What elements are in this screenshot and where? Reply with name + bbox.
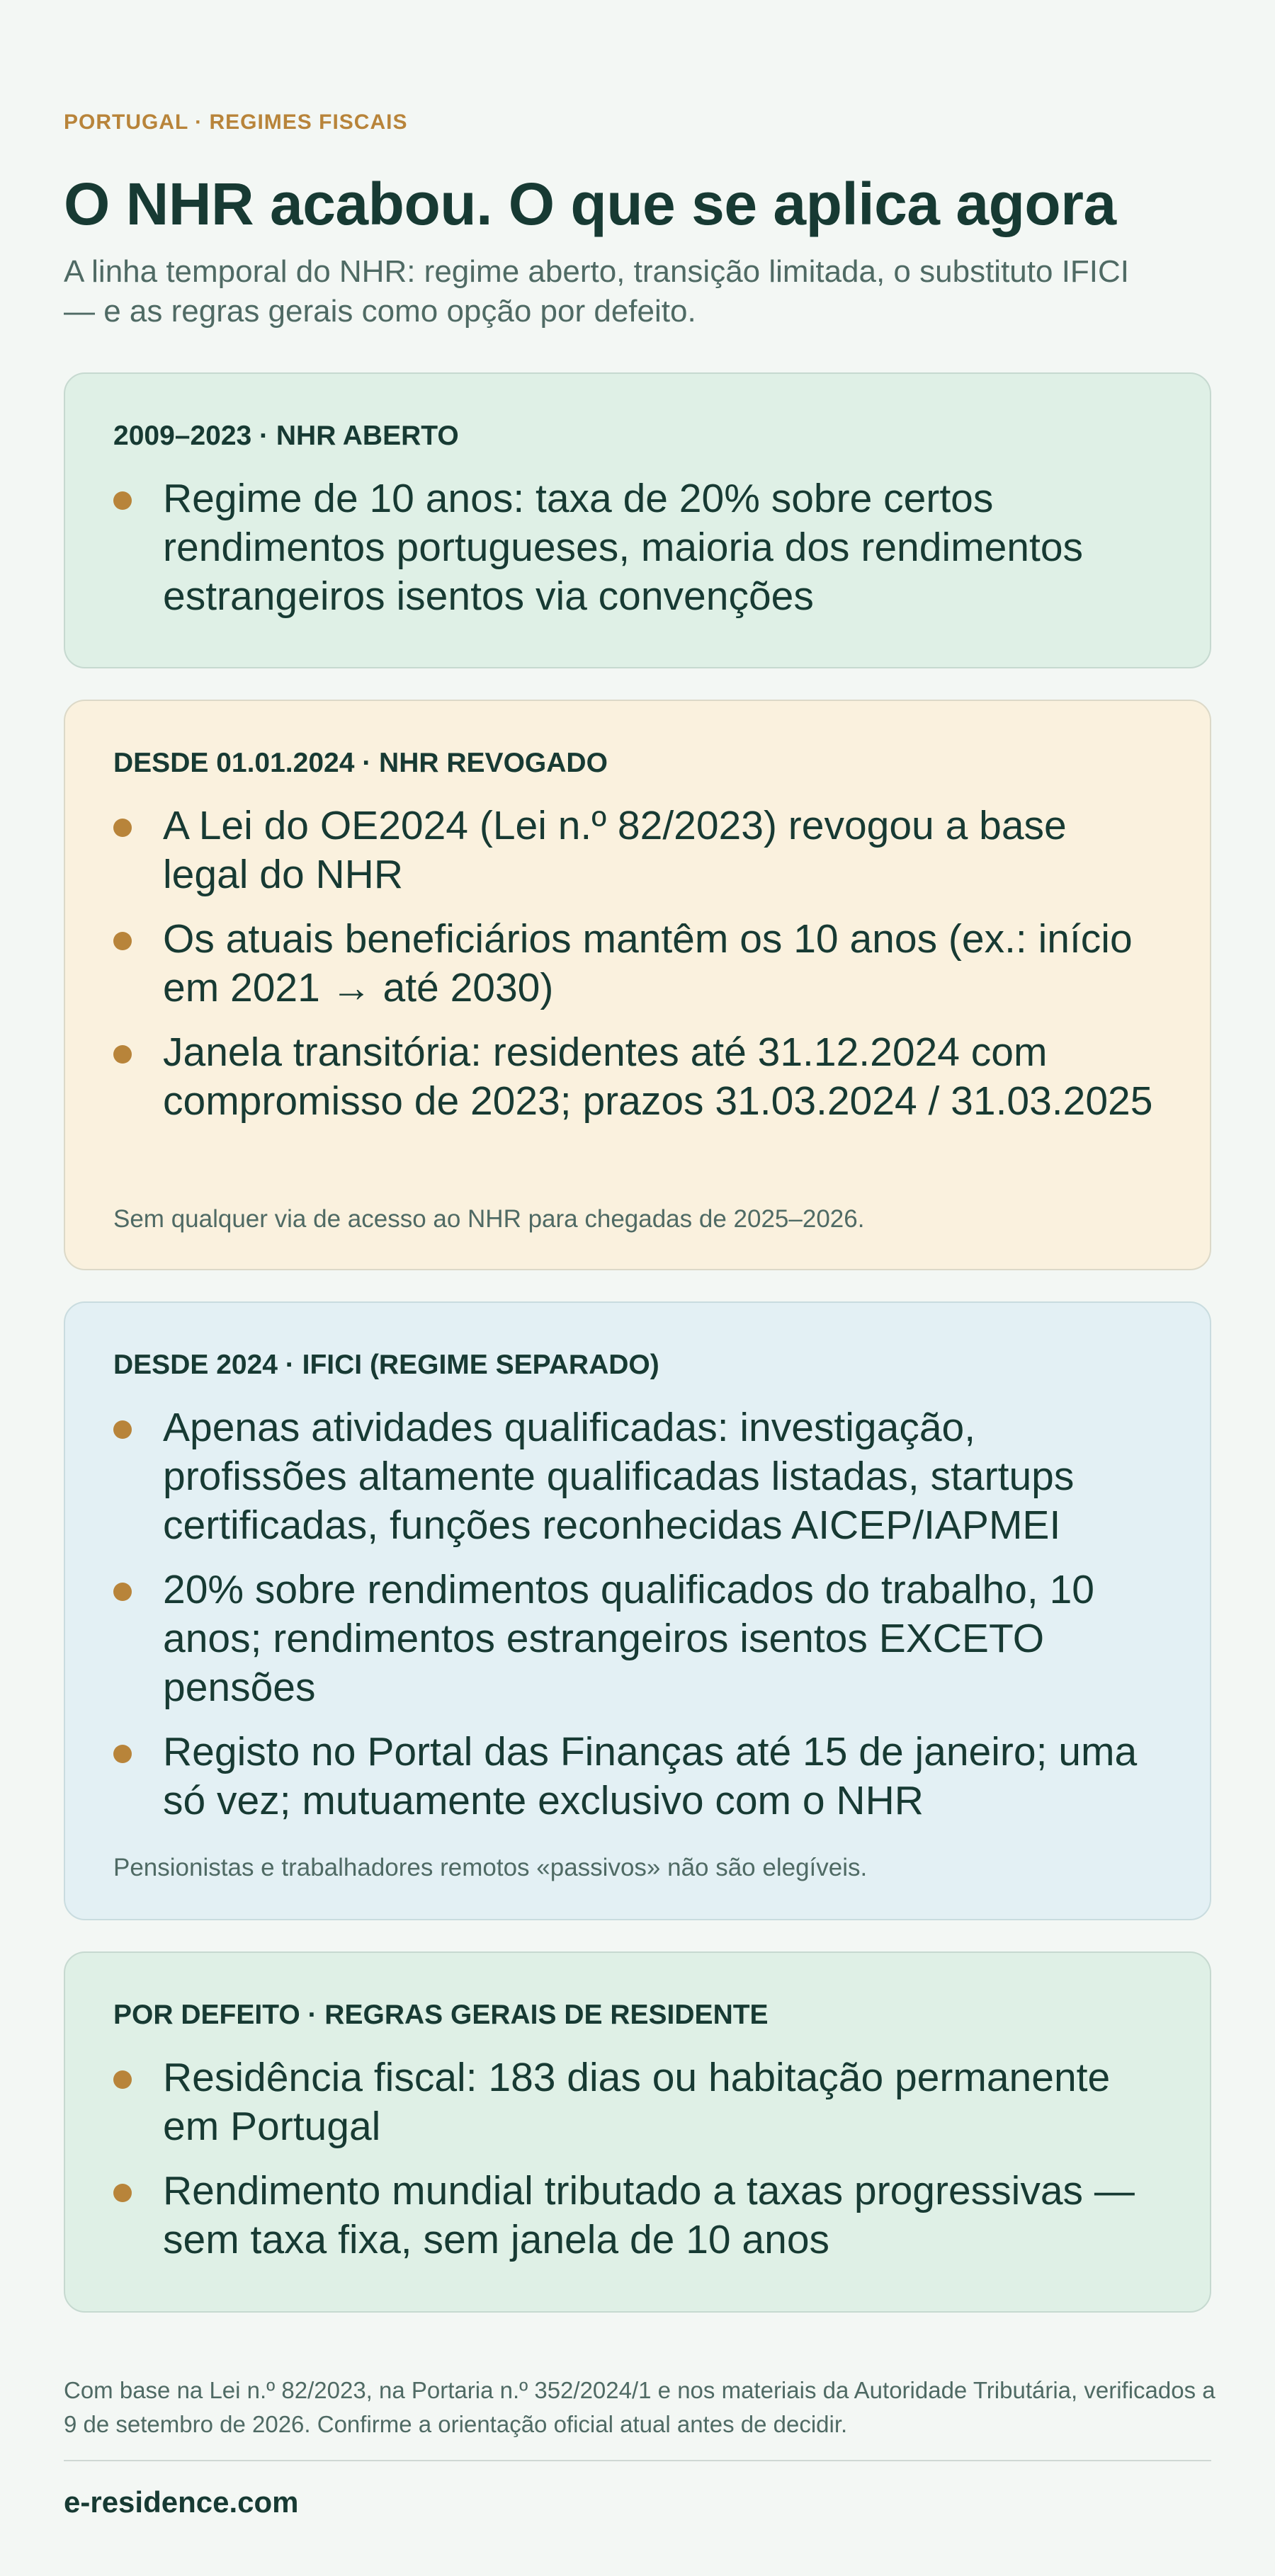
list-item — [113, 1028, 1162, 1126]
card-nhr-open — [64, 372, 1211, 668]
card-heading: DESDE 01.01.2024 · NHR REVOGADO — [113, 748, 608, 778]
card-ifici — [64, 1301, 1211, 1920]
bullet-dot-icon — [113, 1420, 132, 1439]
bullet-dot-icon — [113, 932, 132, 950]
list-item — [113, 1403, 1162, 1550]
card-heading: 2009–2023 · NHR ABERTO — [113, 421, 459, 451]
bullet-text: A Lei do OE2024 (Lei n.º 82/2023) revogou a base legal do NHR — [163, 803, 1067, 897]
bullet-dot-icon — [113, 819, 132, 837]
bullet-list — [113, 1403, 1162, 1841]
page-subtitle: A linha temporal do NHR: regime aberto, transição limitada, o substituto IFICI — e as regras gerais como opção por defeito. — [64, 254, 1130, 329]
bullet-text: Rendimento mundial tributado a taxas progressivas — sem taxa fixa, sem janela de 10 anos — [163, 2168, 1135, 2262]
bullet-dot-icon — [113, 1045, 132, 1064]
bullet-list — [113, 2053, 1162, 2280]
bullet-dot-icon — [113, 1745, 132, 1763]
bullet-text: Residência fiscal: 183 dias ou habitação permanente em Portugal — [163, 2055, 1111, 2149]
list-item — [113, 802, 1162, 899]
card-default-rules — [64, 1951, 1211, 2313]
list-item — [113, 2167, 1162, 2264]
brand-link[interactable]: e-residence.com — [64, 2485, 299, 2519]
list-item — [113, 1566, 1162, 1712]
page-title: O NHR acabou. O que se aplica agora — [64, 171, 1116, 237]
footer-divider — [64, 2460, 1211, 2461]
bullet-text: Janela transitória: residentes até 31.12.2024 com compromisso de 2023; prazos 31.03.2024 / 31.03.2025 — [163, 1030, 1153, 1124]
bullet-text: Registo no Portal das Finanças até 15 de janeiro; uma só vez; mutuamente exclusivo com o NHR — [163, 1729, 1138, 1823]
bullet-list — [113, 474, 1162, 637]
bullet-list — [113, 802, 1162, 1141]
bullet-dot-icon — [113, 2070, 132, 2089]
source-note: Com base na Lei n.º 82/2023, na Portaria n.º 352/2024/1 e nos materiais da Autoridade Tributária, verificados a 9 de setembro de 2026. Confirme a orientação oficial atual antes de decidir. — [64, 2377, 1216, 2437]
bullet-text: Regime de 10 anos: taxa de 20% sobre certos rendimentos portugueses, maioria dos rendimentos estrangeiros isentos via convenções — [163, 476, 1084, 619]
card-note: Pensionistas e trabalhadores remotos «passivos» não são elegíveis. — [113, 1854, 868, 1881]
card-heading: POR DEFEITO · REGRAS GERAIS DE RESIDENTE — [113, 2000, 769, 2030]
list-item — [113, 1728, 1162, 1825]
list-item — [113, 2053, 1162, 2151]
card-nhr-revoked — [64, 700, 1211, 1270]
list-item — [113, 474, 1162, 621]
bullet-text: 20% sobre rendimentos qualificados do trabalho, 10 anos; rendimentos estrangeiros isentos EXCETO pensões — [163, 1567, 1095, 1710]
bullet-dot-icon — [113, 491, 132, 510]
bullet-text: Os atuais beneficiários mantêm os 10 anos (ex.: início em 2021 → até 2030) — [163, 916, 1133, 1010]
card-note: Sem qualquer via de acesso ao NHR para chegadas de 2025–2026. — [113, 1205, 865, 1233]
card-heading: DESDE 2024 · IFICI (REGIME SEPARADO) — [113, 1350, 659, 1380]
bullet-text: Apenas atividades qualificadas: investigação, profissões altamente qualificadas listadas, startups certificadas, funções reconhecidas AICEP/IAPMEI — [163, 1405, 1075, 1548]
eyebrow: PORTUGAL · REGIMES FISCAIS — [64, 110, 408, 134]
bullet-dot-icon — [113, 2184, 132, 2202]
list-item — [113, 915, 1162, 1013]
bullet-dot-icon — [113, 1583, 132, 1601]
